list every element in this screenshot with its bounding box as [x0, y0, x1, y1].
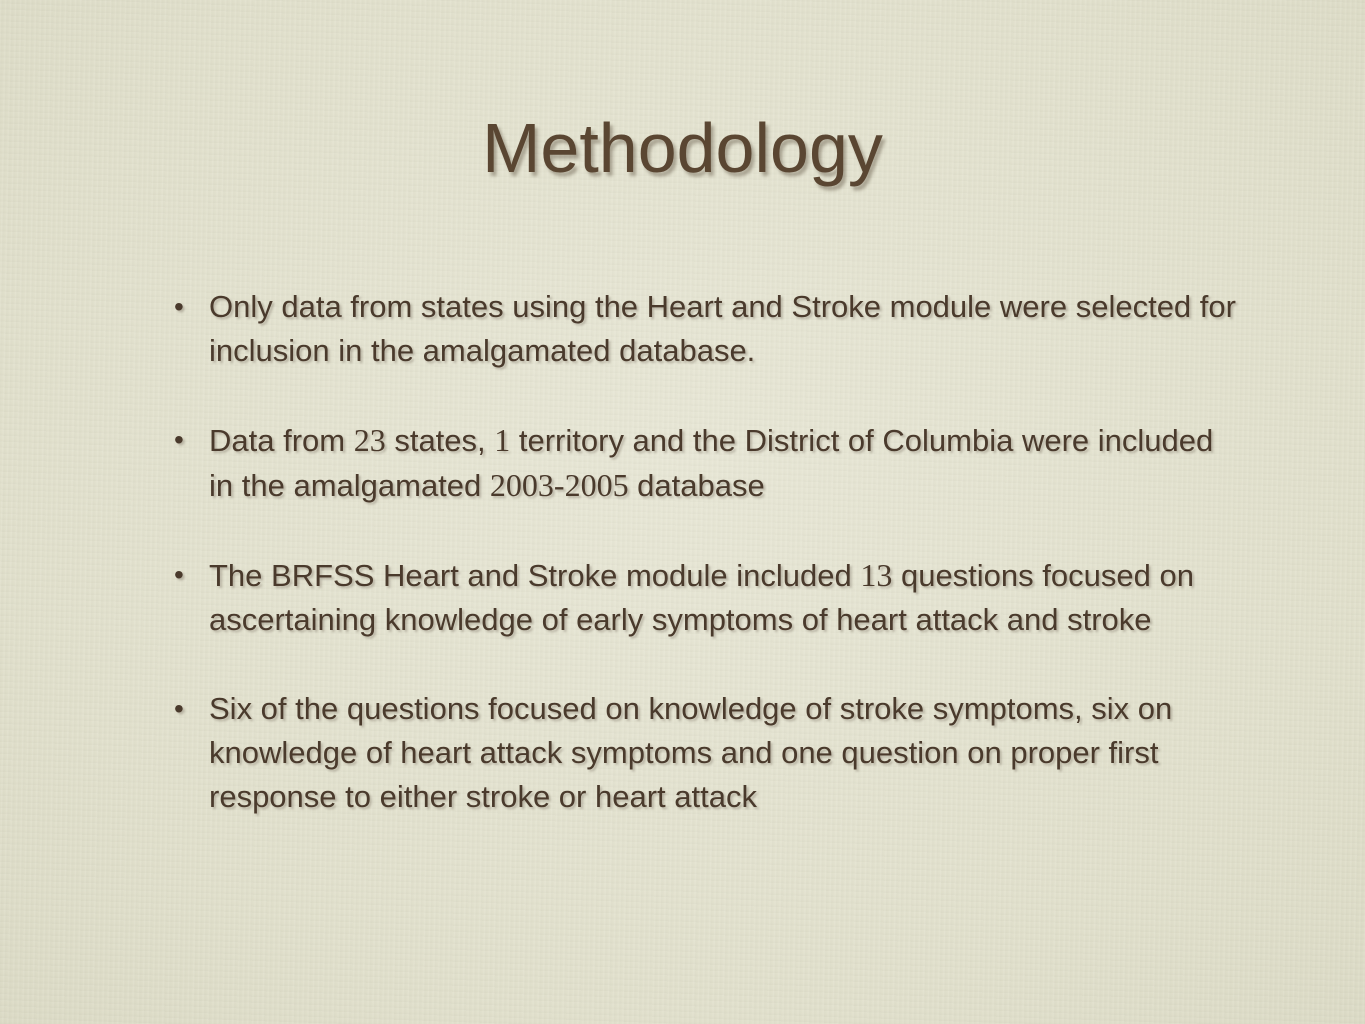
number-value: 13 — [860, 557, 893, 593]
bullet-item — [170, 553, 1240, 642]
bullet-text: Six of the questions focused on knowledge of stroke symptoms, six on knowledge of heart attack symptoms and one question on proper first response to either stroke or heart attack — [209, 691, 1173, 814]
slide-title: Methodology — [482, 109, 883, 187]
bullet-list — [170, 285, 1240, 864]
bullet-item — [170, 418, 1240, 508]
number-value: 23 — [353, 422, 386, 458]
bullet-item — [170, 687, 1240, 819]
bullet-text: Only data from states using the Heart and Stroke module were selected for inclusion in the amalgamated database. — [209, 289, 1236, 368]
bullet-point-icon: • — [174, 291, 184, 322]
number-value: 1 — [494, 422, 511, 458]
bullet-point-icon: • — [174, 693, 184, 724]
year-range: 2003-2005 — [489, 467, 629, 503]
bullet-point-icon: • — [174, 559, 184, 590]
bullet-item — [170, 285, 1240, 373]
bullet-point-icon: • — [174, 424, 184, 455]
bullet-text: The BRFSS Heart and Stroke module included 13 questions focused on ascertaining knowledge of early symptoms of heart attack and stroke — [209, 557, 1194, 637]
bullet-text: Data from 23 states, 1 territory and the District of Columbia were included in the amalgamated 2003-2005 database — [209, 422, 1214, 503]
